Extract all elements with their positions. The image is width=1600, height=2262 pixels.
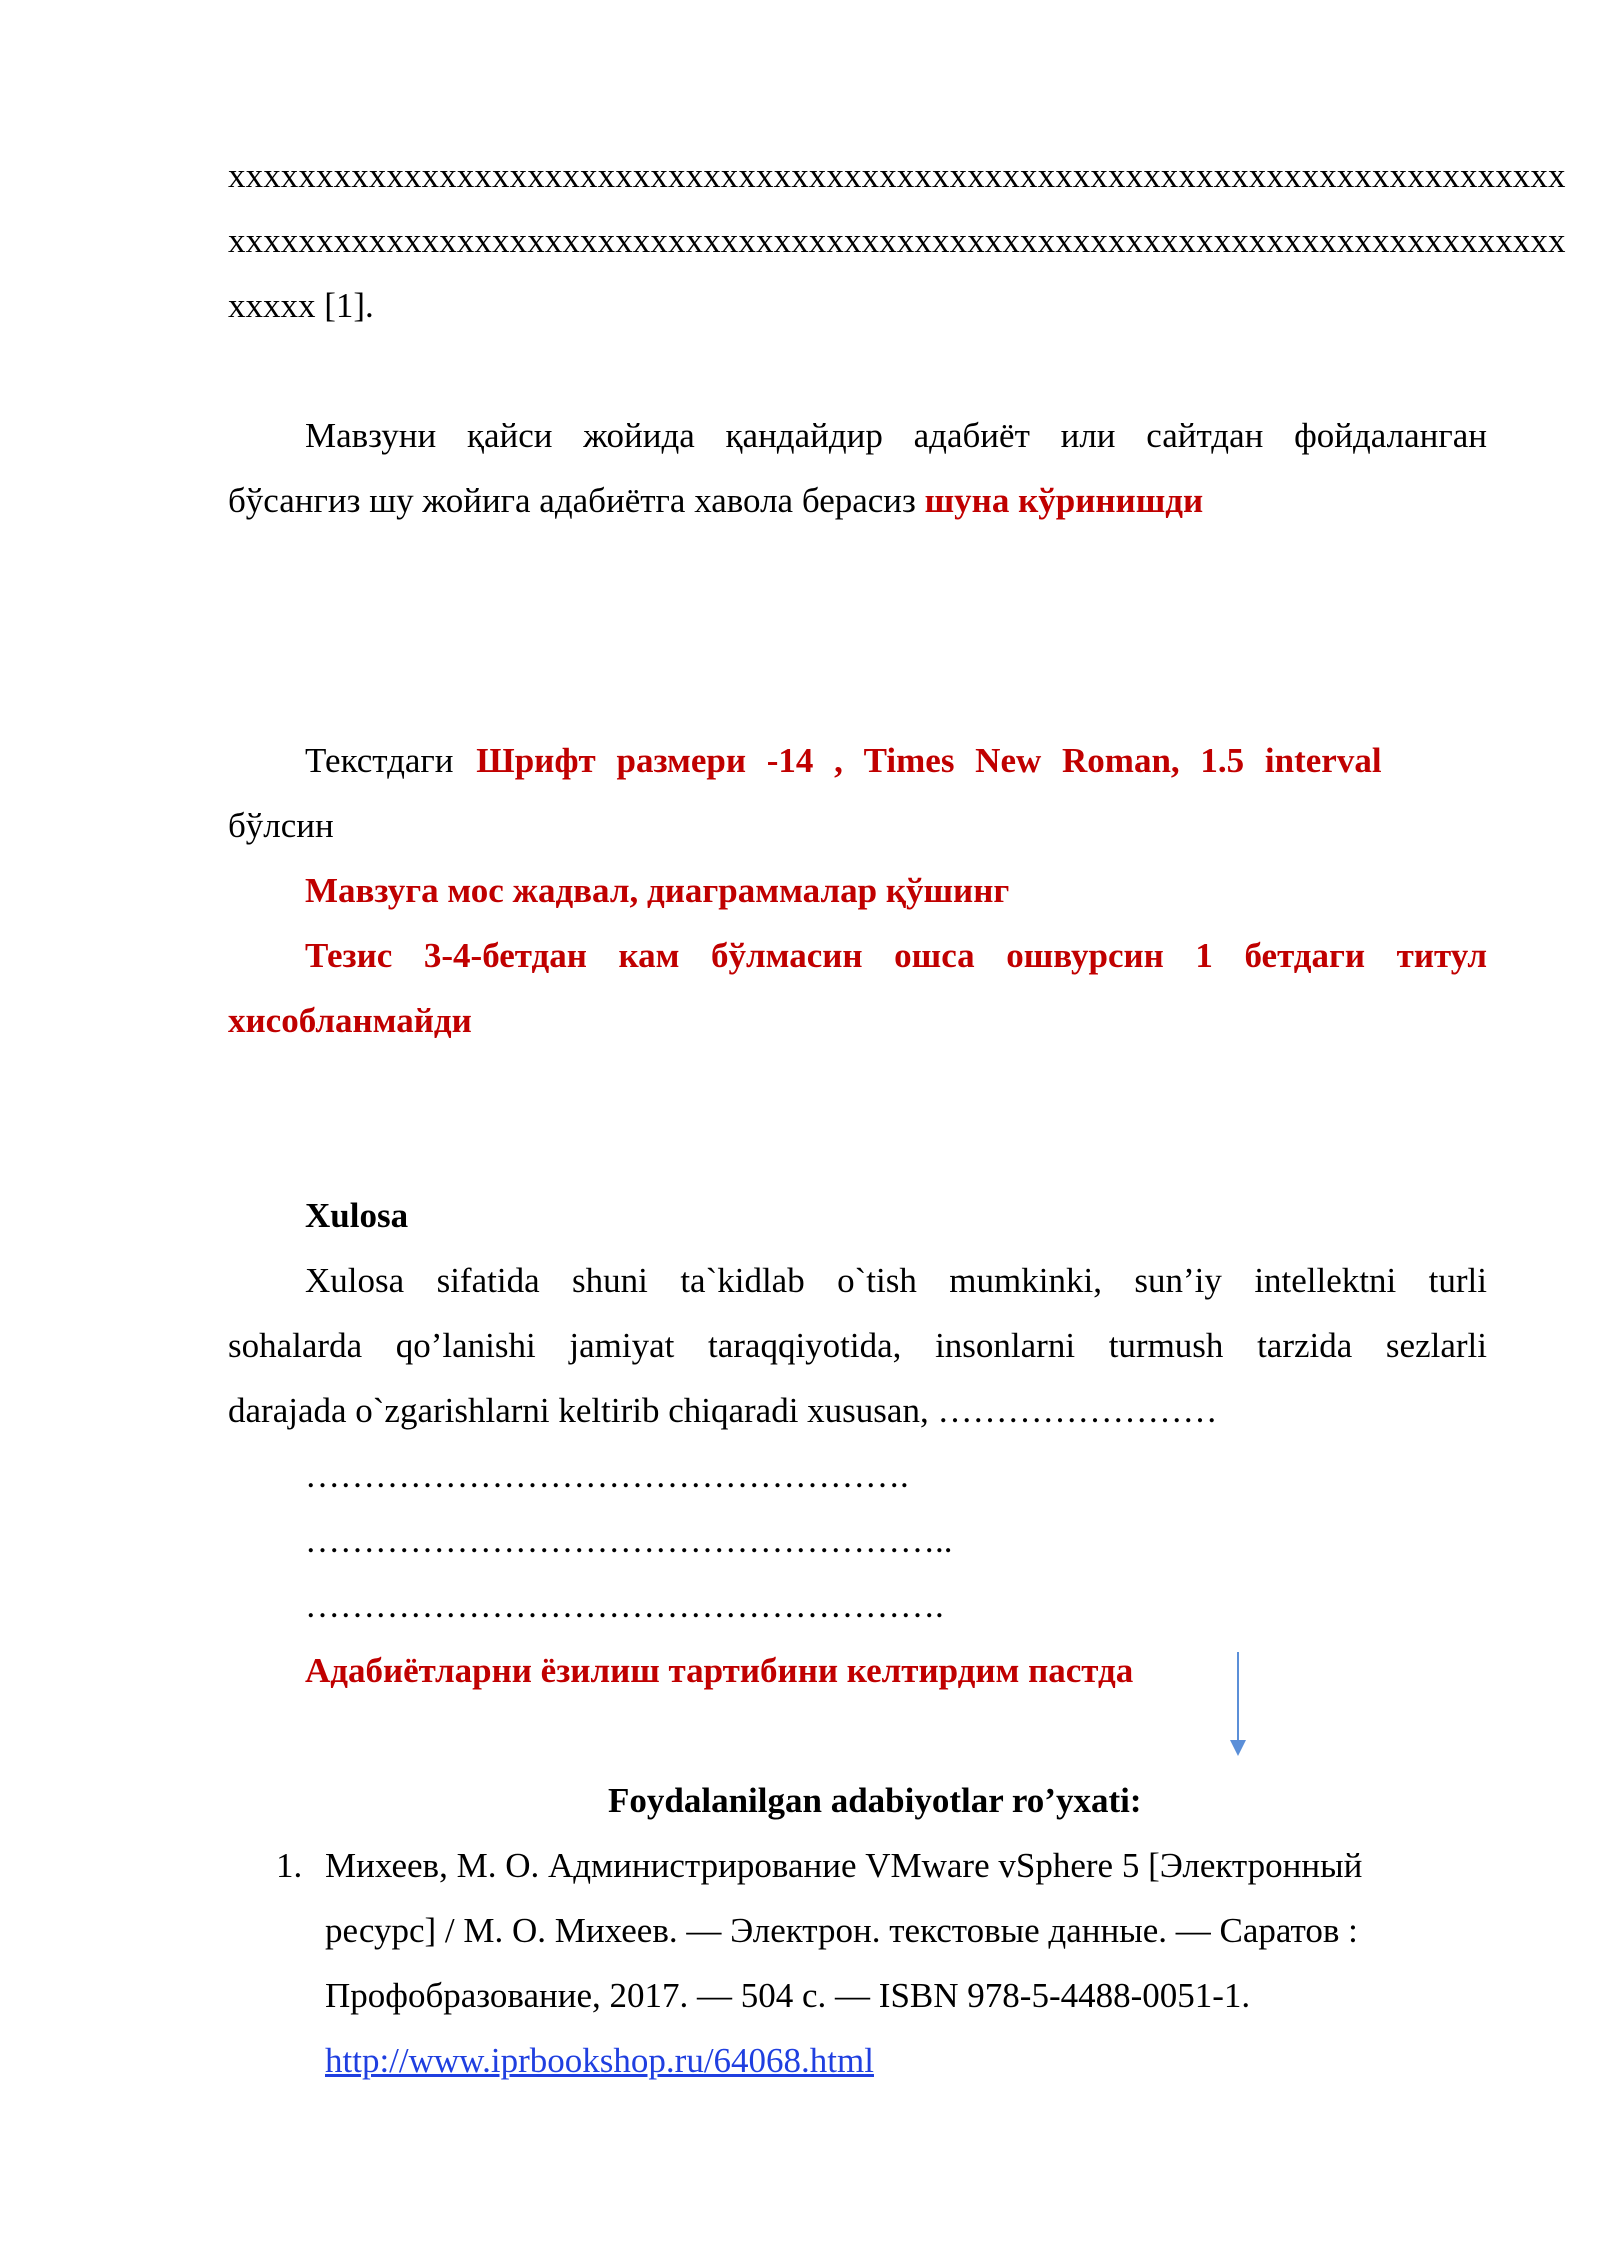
font-note-line-1 [305,739,1487,783]
placeholder-text-line-3: xxxxx [1]. [228,286,374,325]
font-note-line-2: бўлсин [228,806,334,845]
reference-number: 1. [276,1846,303,1885]
down-arrow-icon [1226,1652,1250,1756]
placeholder-text-line-1: xxxxxxxxxxxxxxxxxxxxxxxxxxxxxxxxxxxxxxxxxxxxxxxxxxxxxxxxxxxxxxxxxxxxxxxxxxxx [228,156,1566,195]
thesis-length-note-line-1: Тезис 3-4-бетдан кам бўлмасин ошса ошвурсин 1 бетдаги титул [305,936,1487,975]
font-note-emphasis: Шрифт размери -14 , Times New Roman, 1.5 interval [476,741,1382,780]
reference-link[interactable]: http://www.iprbookshop.ru/64068.html [325,2041,874,2080]
conclusion-heading: Xulosa [305,1196,409,1235]
conclusion-line-1: Xulosa sifatida shuni ta`kidlab o`tish mumkinki, sun’iy intellektni turli [305,1261,1487,1300]
citation-note-line-1: Мавзуни қайси жойида қандайдир адабиёт или сайтдан фойдаланган [305,416,1487,455]
font-note-prefix: Текстдаги [305,741,454,780]
conclusion-dots-2: ……………………………………………….. [305,1521,953,1560]
references-order-note: Адабиётларни ёзилиш тартибини келтирдим пастда [305,1651,1134,1690]
thesis-length-note-line-2: хисобланмайди [228,1001,472,1040]
citation-note-text: бўсангиз шу жойига адабиётга хавола берасиз [228,481,925,520]
tables-diagrams-note: Мавзуга мос жадвал, диаграммалар қўшинг [305,871,1010,910]
conclusion-line-3: darajada o`zgarishlarni keltirib chiqaradi xususan, …………………… [228,1391,1218,1430]
references-heading: Foydalanilgan adabiyotlar ro’yxati: [608,1781,1142,1820]
reference-line-1: Михеев, М. О. Администрирование VMware vSphere 5 [Электронный [325,1846,1363,1885]
conclusion-dots-1: ……………………………………………. [305,1456,909,1495]
citation-note-emphasis: шуна кўринишди [924,481,1204,520]
conclusion-line-2: sohalarda qo’lanishi jamiyat taraqqiyotida, insonlarni turmush tarzida sezlarli [228,1326,1487,1365]
citation-note-line-2 [228,479,1203,523]
conclusion-dots-3: ………………………………………………. [305,1586,944,1625]
placeholder-text-line-2: xxxxxxxxxxxxxxxxxxxxxxxxxxxxxxxxxxxxxxxxxxxxxxxxxxxxxxxxxxxxxxxxxxxxxxxxxxxx [228,221,1566,260]
reference-line-2: ресурс] / М. О. Михеев. — Электрон. текстовые данные. — Саратов : [325,1911,1358,1950]
reference-line-3: Профобразование, 2017. — 504 c. — ISBN 978-5-4488-0051-1. [325,1976,1251,2015]
